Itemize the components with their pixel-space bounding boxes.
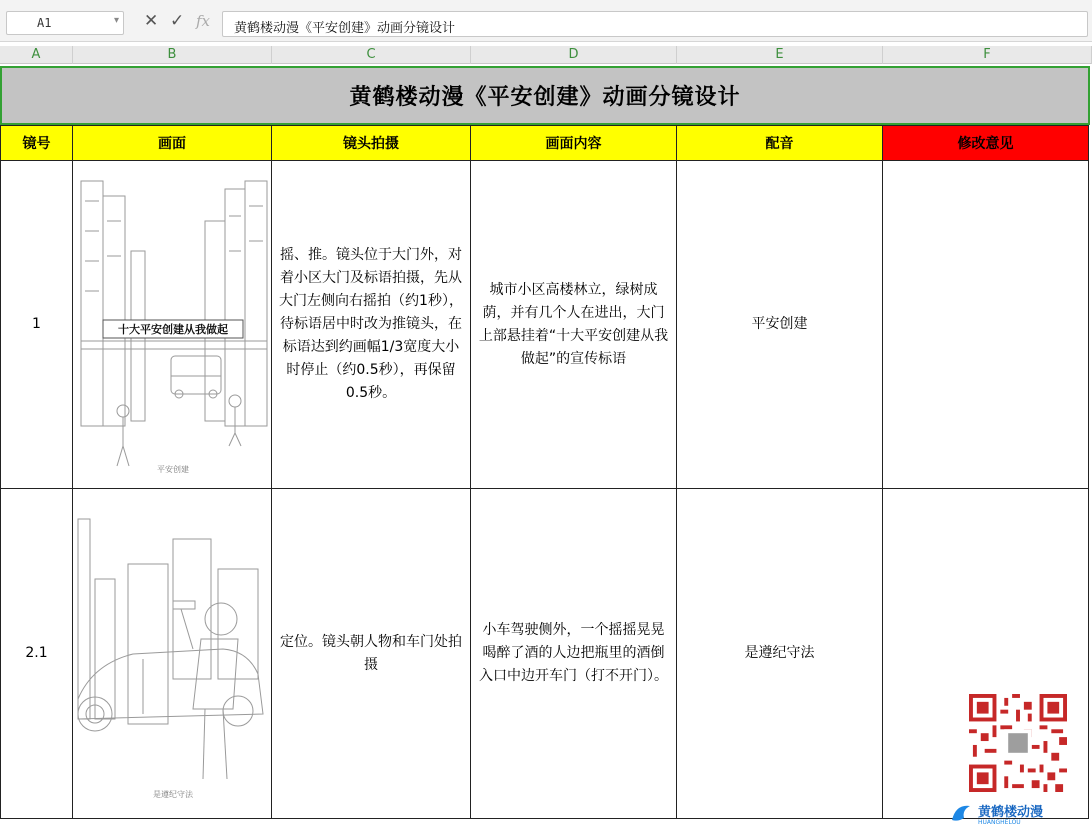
column-header-a[interactable]: A [0, 46, 73, 64]
column-header-row [0, 46, 1092, 64]
cell-shot-no-2[interactable]: 2.1 [0, 489, 73, 819]
chevron-down-icon[interactable]: ▾ [113, 15, 119, 26]
storyboard-sketch-drunk-driver [73, 489, 271, 818]
qr-code-icon [968, 694, 1068, 792]
sheet-grid [0, 64, 1092, 825]
logo-mark-icon [948, 800, 1092, 825]
name-box-value: A1 [37, 16, 52, 30]
frame-thumbnail-1[interactable] [73, 161, 272, 489]
cell-content-1[interactable]: 城市小区高楼林立，绿树成荫，并有几个人在进出，大门上部悬挂着“十大平安创建从我做起”的宣传标语 [471, 161, 677, 489]
column-header-f[interactable]: F [883, 46, 1092, 64]
header-content[interactable]: 画面内容 [471, 125, 677, 161]
header-voiceover[interactable]: 配音 [677, 125, 883, 161]
page-title: 黄鹤楼动漫《平安创建》动画分镜设计 [349, 85, 741, 110]
formula-text: 黄鹤楼动漫《平安创建》动画分镜设计 [234, 21, 456, 36]
title-cell[interactable] [0, 66, 1090, 125]
brand-logo [948, 800, 1092, 825]
cell-shot-no-1[interactable]: 1 [0, 161, 73, 489]
logo-subtext: HUANGHELOU [978, 819, 1021, 825]
cell-camera-1[interactable]: 摇、推。镜头位于大门外，对着小区大门及标语拍摄，先从大门左侧向右摇拍（约1秒），待标语居中时改为推镜头，在标语达到约画幅1/3宽度大小时停止（约0.5秒），再保留0.5秒。 [272, 161, 471, 489]
header-revision[interactable]: 修改意见 [883, 125, 1089, 161]
cancel-icon[interactable]: ✕ [144, 11, 159, 31]
function-icon[interactable]: fx [196, 12, 211, 30]
cell-content-2[interactable]: 小车驾驶侧外，一个摇摇晃晃喝醉了酒的人边把瓶里的酒倒入口中边开车门（打不开门）。 [471, 489, 677, 819]
storyboard-sketch-gate [73, 161, 271, 488]
frame-caption: 是遵纪守法 [153, 790, 193, 799]
column-header-e[interactable]: E [677, 46, 883, 64]
cell-camera-2[interactable]: 定位。镜头朝人物和车门处拍摄 [272, 489, 471, 819]
logo-text: 黄鹤楼动漫 [978, 805, 1044, 820]
check-icon[interactable]: ✓ [170, 11, 185, 31]
column-header-b[interactable]: B [73, 46, 272, 64]
header-camera[interactable]: 镜头拍摄 [272, 125, 471, 161]
header-frame[interactable]: 画面 [73, 125, 272, 161]
column-header-c[interactable]: C [272, 46, 471, 64]
cell-voiceover-2[interactable]: 是遵纪守法 [677, 489, 883, 819]
name-box[interactable] [6, 11, 124, 35]
frame-thumbnail-2[interactable] [73, 489, 272, 819]
cell-voiceover-1[interactable]: 平安创建 [677, 161, 883, 489]
frame-banner-text: 十大平安创建从我做起 [118, 323, 228, 336]
formula-input[interactable] [222, 11, 1088, 37]
column-header-d[interactable]: D [471, 46, 677, 64]
cell-revision-1[interactable] [883, 161, 1089, 489]
frame-caption: 平安创建 [157, 465, 189, 474]
formula-bar [0, 0, 1092, 42]
header-shot-no[interactable]: 镜号 [0, 125, 73, 161]
